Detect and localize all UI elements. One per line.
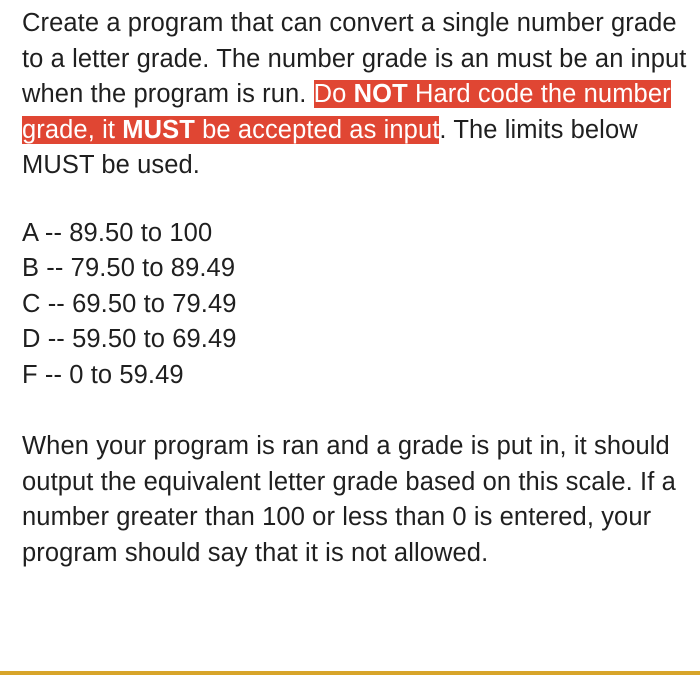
grade-line-a: A -- 89.50 to 100: [22, 218, 213, 247]
output-requirements-paragraph: When your program is ran and a grade is put in, it should output the equivalent letter grade based on this scale. If a number greater than 100 or less than 0 is entered, your program should say that it is not allowed.: [22, 432, 676, 567]
bottom-divider: [0, 671, 700, 675]
grade-line-d: D -- 59.50 to 69.49: [22, 325, 237, 353]
grade-line-c: C -- 69.50 to 79.49: [22, 289, 237, 318]
highlight-must: MUST: [122, 115, 195, 144]
highlight-do: Do: [313, 80, 354, 108]
grade-line-b: B -- 79.50 to 89.49: [22, 254, 236, 282]
highlight-not: NOT: [353, 80, 408, 108]
instructions-limits-text: . The limits below MUST be used.: [22, 115, 638, 179]
assignment-text: [22, 6, 694, 571]
grade-scale-list: [22, 216, 694, 394]
highlight-end: be accepted as input: [194, 115, 440, 144]
instructions-text: Create a program that can convert a single number grade to a letter grade. The number grade is an must be an input when the program is run.: [22, 9, 687, 108]
highlight-middle: Hard code the number grade, it: [22, 80, 671, 144]
grade-line-f: F -- 0 to 59.49: [22, 360, 184, 389]
instructions-paragraph: [22, 6, 694, 184]
